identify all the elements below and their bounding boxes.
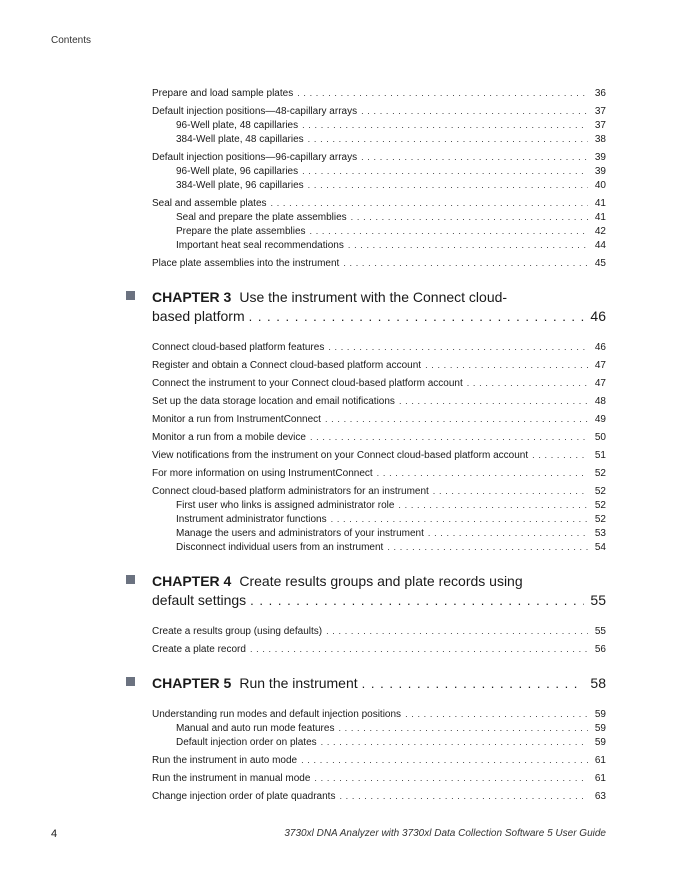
toc-entry[interactable] [152, 224, 606, 238]
chapter-page: 46 [590, 308, 606, 324]
toc-entry-title: Connect the instrument to your Connect cloud-based platform account [152, 378, 463, 389]
toc-entry[interactable] [152, 498, 606, 512]
toc-entry-page: 36 [594, 88, 606, 99]
toc-entry-page: 39 [594, 152, 606, 163]
toc-entry-title: Default injection order on plates [176, 737, 317, 748]
dot-leader [399, 394, 588, 408]
dot-leader [338, 721, 588, 735]
toc-entry[interactable] [152, 526, 606, 540]
toc-entry-page: 39 [594, 166, 606, 177]
toc-entry[interactable] [152, 394, 606, 408]
toc-entry-page: 41 [594, 198, 606, 209]
toc-entry-title: 96-Well plate, 48 capillaries [176, 120, 299, 131]
running-head: Contents [51, 35, 92, 46]
toc-entry-title: Place plate assemblies into the instrument [152, 258, 340, 269]
toc-entry-title: Manage the users and administrators of your instrument [176, 528, 424, 539]
dot-leader [339, 789, 588, 803]
chapter-label: CHAPTER 3 [152, 289, 232, 305]
toc-entry-title: Create a plate record [152, 644, 246, 655]
dot-leader [361, 104, 588, 118]
dot-leader [348, 238, 588, 252]
toc-entry[interactable] [152, 430, 606, 444]
toc-entry-page: 63 [594, 791, 606, 802]
toc-entry-page: 42 [594, 226, 606, 237]
toc-entry-title: Instrument administrator functions [176, 514, 327, 525]
toc-entry-title: Run the instrument in manual mode [152, 773, 311, 784]
toc-entry-page: 48 [594, 396, 606, 407]
dot-leader [343, 256, 588, 270]
toc-entry-page: 55 [594, 626, 606, 637]
toc-entry-page: 54 [594, 542, 606, 553]
toc-entry[interactable] [152, 164, 606, 178]
toc-entry-title: Default injection positions—96-capillary arrays [152, 152, 358, 163]
toc-entry-page: 56 [594, 644, 606, 655]
toc-entry-page: 45 [594, 258, 606, 269]
dot-leader [302, 164, 588, 178]
toc-entry-title: Disconnect individual users from an instrument [176, 542, 384, 553]
toc-entry-page: 59 [594, 723, 606, 734]
toc-entry[interactable] [152, 448, 606, 462]
toc-entry-page: 52 [594, 514, 606, 525]
toc-entry[interactable] [152, 210, 606, 224]
dot-leader [377, 466, 588, 480]
chapter-4-heading[interactable] [152, 572, 606, 610]
toc-entry-title: For more information on using InstrumentConnect [152, 468, 373, 479]
toc-entry-page: 52 [594, 468, 606, 479]
toc-entry-title: Set up the data storage location and email notifications [152, 396, 395, 407]
chapter-title-line1: Use the instrument with the Connect cloud- [239, 289, 508, 305]
chapter-bullet-icon [126, 677, 135, 686]
dot-leader [425, 358, 588, 372]
toc-entry-page: 51 [594, 450, 606, 461]
dot-leader [302, 118, 588, 132]
toc-entry-title: Create a results group (using defaults) [152, 626, 323, 637]
toc-entry-title: Understanding run modes and default injection positions [152, 709, 402, 720]
toc-entry[interactable] [152, 707, 606, 721]
dot-leader [310, 430, 588, 444]
page-number: 4 [51, 828, 58, 840]
dot-leader [328, 340, 588, 354]
dot-leader [308, 178, 588, 192]
toc-entry[interactable] [152, 86, 606, 100]
toc-entry-title: Run the instrument in auto mode [152, 755, 298, 766]
toc-entry[interactable] [152, 118, 606, 132]
toc-group-chapter3 [152, 340, 606, 554]
dot-leader [362, 674, 585, 693]
chapter-page: 55 [590, 592, 606, 608]
toc-group-chapter4 [152, 624, 606, 656]
toc-entry-page: 37 [594, 106, 606, 117]
chapter-title-line2: default settings [152, 592, 247, 608]
toc-entry[interactable] [152, 340, 606, 354]
toc-entry-page: 61 [594, 773, 606, 784]
toc-entry-title: Prepare and load sample plates [152, 88, 294, 99]
toc-entry[interactable] [152, 256, 606, 270]
toc-entry[interactable] [152, 150, 606, 164]
toc-entry-page: 46 [594, 342, 606, 353]
dot-leader [467, 376, 588, 390]
toc-entry[interactable] [152, 238, 606, 252]
chapter-3-heading[interactable] [152, 288, 606, 326]
dot-leader [250, 642, 588, 656]
toc-entry-page: 50 [594, 432, 606, 443]
toc-entry[interactable] [152, 771, 606, 785]
dot-leader [532, 448, 588, 462]
toc-entry-title: Seal and assemble plates [152, 198, 267, 209]
toc-entry[interactable] [152, 412, 606, 426]
toc-entry-title: Register and obtain a Connect cloud-based platform account [152, 360, 422, 371]
toc-entry-title: 96-Well plate, 96 capillaries [176, 166, 299, 177]
toc-entry-title: Monitor a run from InstrumentConnect [152, 414, 321, 425]
dot-leader [361, 150, 588, 164]
toc-group-chapter2-tail [152, 86, 606, 270]
toc-entry-title: 384-Well plate, 48 capillaries [176, 134, 304, 145]
dot-leader [326, 624, 588, 638]
toc-entry-page: 38 [594, 134, 606, 145]
chapter-bullet-icon [126, 291, 135, 300]
dot-leader [271, 196, 588, 210]
toc-entry[interactable] [152, 466, 606, 480]
toc-entry-page: 40 [594, 180, 606, 191]
chapter-title: Run the instrument [239, 675, 358, 691]
toc-entry[interactable] [152, 104, 606, 118]
toc-entry[interactable] [152, 540, 606, 554]
toc-entry[interactable] [152, 721, 606, 735]
toc-entry[interactable] [152, 624, 606, 638]
toc-entry[interactable] [152, 512, 606, 526]
chapter-label: CHAPTER 5 [152, 675, 232, 691]
toc-entry-title: Connect cloud-based platform administrators for an instrument [152, 486, 429, 497]
toc-entry-title: View notifications from the instrument on your Connect cloud-based platform account [152, 450, 529, 461]
toc-entry-title: Important heat seal recommendations [176, 240, 344, 251]
dot-leader [405, 707, 588, 721]
dot-leader [301, 753, 588, 767]
toc-entry[interactable] [152, 484, 606, 498]
toc-entry-title: Change injection order of plate quadrants [152, 791, 336, 802]
toc-group-chapter5 [152, 707, 606, 803]
toc-entry-title: Monitor a run from a mobile device [152, 432, 306, 443]
toc-entry[interactable] [152, 376, 606, 390]
dot-leader [325, 412, 588, 426]
toc-entry[interactable] [152, 735, 606, 749]
toc-entry-title: 384-Well plate, 96 capillaries [176, 180, 304, 191]
toc-entry[interactable] [152, 753, 606, 767]
dot-leader [314, 771, 588, 785]
dot-leader [428, 526, 588, 540]
dot-leader [351, 210, 588, 224]
chapter-title-line1: Create results groups and plate records using [239, 573, 523, 589]
dot-leader [433, 484, 588, 498]
toc-entry-page: 53 [594, 528, 606, 539]
dot-leader [387, 540, 588, 554]
toc-entry-title: Prepare the plate assemblies [176, 226, 306, 237]
toc-entry-page: 61 [594, 755, 606, 766]
footer-guide-title: 3730xl DNA Analyzer with 3730xl Data Collection Software 5 User Guide [284, 828, 606, 839]
dot-leader [250, 591, 584, 610]
toc-entry-page: 52 [594, 500, 606, 511]
toc-entry[interactable] [152, 178, 606, 192]
toc-entry[interactable] [152, 789, 606, 803]
dot-leader [398, 498, 588, 512]
toc-entry-page: 37 [594, 120, 606, 131]
toc-entry-title: Default injection positions—48-capillary arrays [152, 106, 358, 117]
toc-entry-page: 47 [594, 360, 606, 371]
toc-entry-page: 59 [594, 709, 606, 720]
toc-entry-page: 47 [594, 378, 606, 389]
toc-entry-page: 49 [594, 414, 606, 425]
dot-leader [297, 86, 588, 100]
dot-leader [310, 224, 588, 238]
toc-entry-title: First user who links is assigned administrator role [176, 500, 395, 511]
toc-entry[interactable] [152, 358, 606, 372]
toc-entry-page: 41 [594, 212, 606, 223]
toc-entry[interactable] [152, 196, 606, 210]
chapter-5-heading[interactable] [152, 674, 606, 693]
toc-entry[interactable] [152, 642, 606, 656]
chapter-label: CHAPTER 4 [152, 573, 232, 589]
toc-entry[interactable] [152, 132, 606, 146]
toc-entry-page: 59 [594, 737, 606, 748]
toc-entry-title: Manual and auto run mode features [176, 723, 335, 734]
dot-leader [331, 512, 588, 526]
toc-entry-title: Seal and prepare the plate assemblies [176, 212, 347, 223]
dot-leader [308, 132, 588, 146]
dot-leader [321, 735, 588, 749]
toc-entry-title: Connect cloud-based platform features [152, 342, 325, 353]
chapter-title-line2: based platform [152, 308, 245, 324]
toc-entry-page: 44 [594, 240, 606, 251]
toc-entry-page: 52 [594, 486, 606, 497]
chapter-bullet-icon [126, 575, 135, 584]
dot-leader [249, 307, 585, 326]
table-of-contents [152, 86, 606, 803]
chapter-page: 58 [590, 675, 606, 691]
